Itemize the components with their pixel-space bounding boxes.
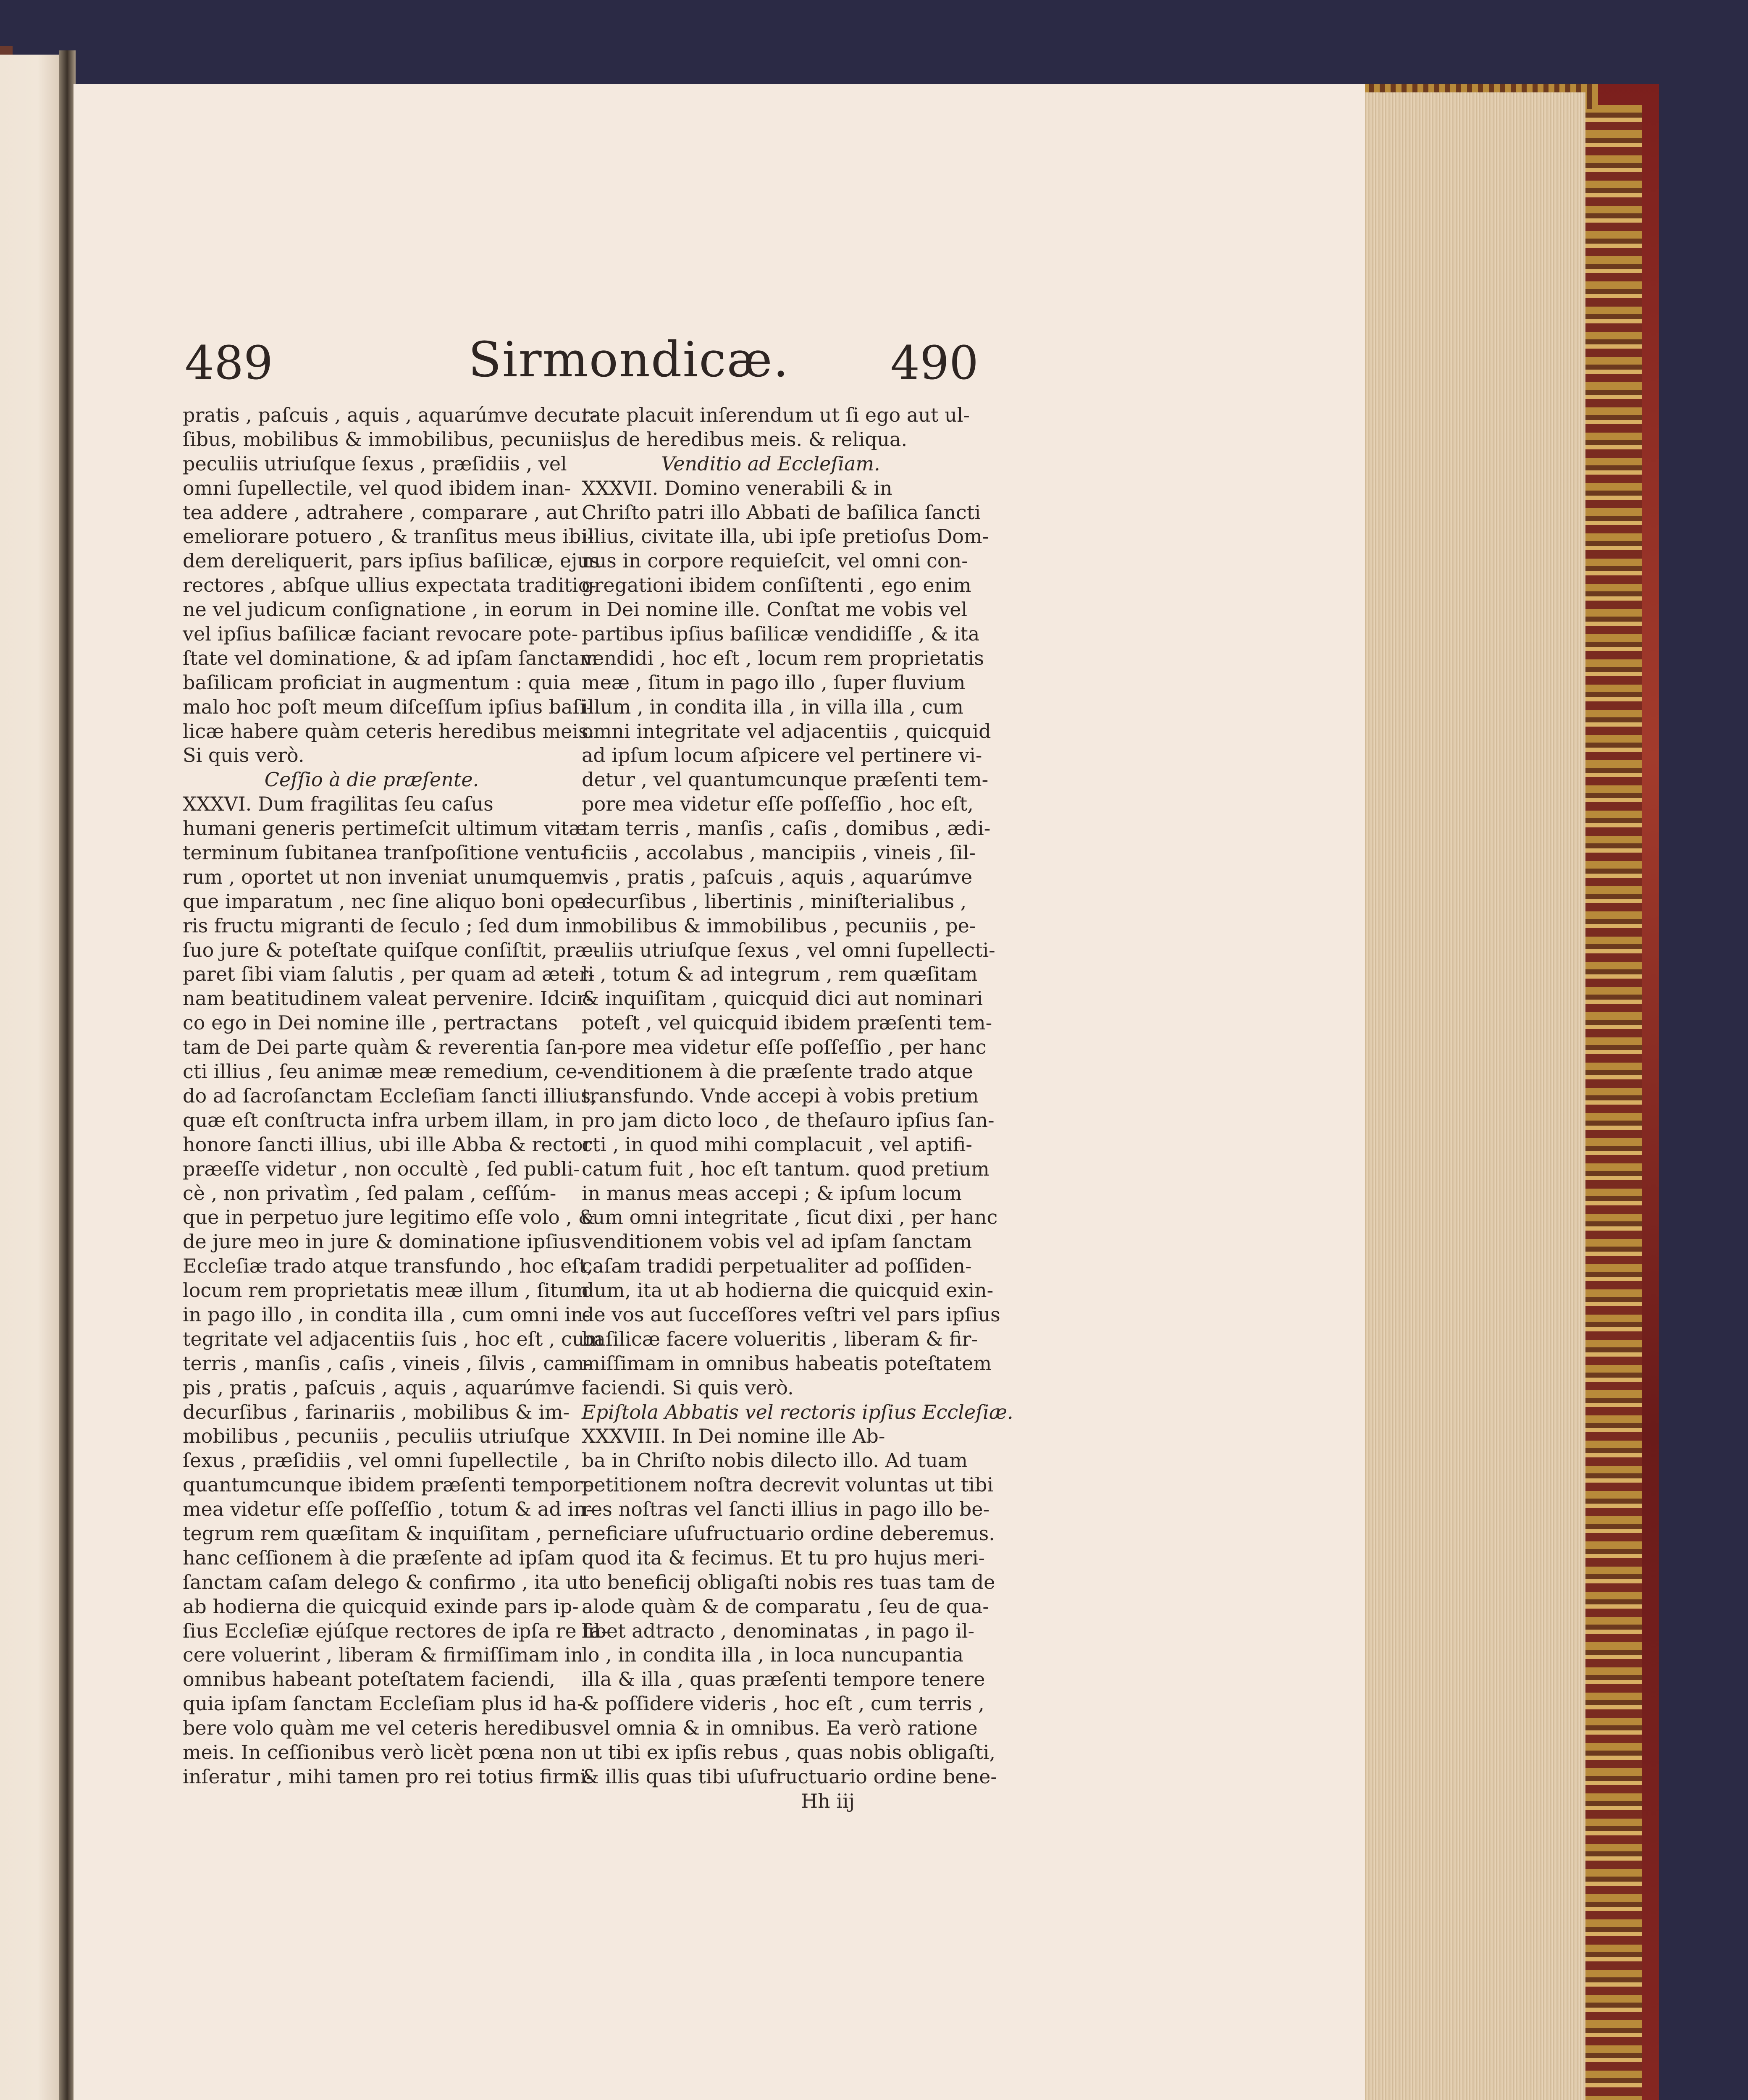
text-line: cè , non privatìm , ſed palam , ceſſúm- <box>183 1181 556 1205</box>
text-line: ſibus, mobilibus & immobilibus, pecuniis, <box>183 428 588 451</box>
text-line: præeſſe videtur , non occultè , ſed publi- <box>183 1157 580 1180</box>
text-line: ſius Eccleſiæ ejúſque rectores de ipſa re fa- <box>183 1619 608 1642</box>
text-line: libet adtracto , denominatas , in pago il- <box>582 1619 975 1642</box>
text-line: de jure meo in jure & dominatione ipſius <box>183 1230 581 1253</box>
text-line: ficiis , accolabus , mancipiis , vineis , ſil- <box>582 841 976 864</box>
text-line: to beneficij obligaſti nobis res tuas tam de <box>582 1570 995 1593</box>
text-line: terminum ſubitanea tranſpoſitione ventu- <box>183 841 587 864</box>
text-line: partibus ipſius baſilicæ vendidiſſe , & ita <box>582 622 980 646</box>
text-line: detur , vel quantumcunque præſenti tem- <box>582 768 989 791</box>
text-line: hanc ceſſionem à die præſente ad ipſam <box>183 1546 575 1569</box>
text-line: omnibus habeant poteſtatem faciendi, <box>183 1668 556 1691</box>
text-line: illius, civitate illa, ubi ipſe pretioſus Dom- <box>582 525 989 548</box>
text-line: honore ſancti illius, ubi ille Abba & rector <box>183 1133 592 1156</box>
text-line: tate placuit inſerendum ut ſi ego aut ul- <box>582 404 970 426</box>
text-line: peculiis utriuſque ſexus , præſidiis , vel <box>183 452 567 475</box>
text-line: lus de heredibus meis. & reliqua. <box>582 428 908 451</box>
text-line: XXXVII. Domino venerabili & in <box>582 476 892 499</box>
text-line: dum, ita ut ab hodierna die quicquid exin- <box>582 1279 994 1302</box>
text-line: caſam tradidi perpetualiter ad poſſiden- <box>582 1255 972 1278</box>
text-line: mobilibus , pecuniis , peculiis utriuſque <box>183 1425 570 1448</box>
text-line: Eccleſiæ trado atque transfundo , hoc eſt, <box>183 1255 593 1278</box>
text-line: omni ſupellectile, vel quod ibidem inan- <box>183 476 571 499</box>
text-line: vel omnia & in omnibus. Ea verò ratione <box>582 1717 978 1740</box>
text-line: quantumcunque ibidem præſenti tempore <box>183 1473 594 1496</box>
text-line: tea addere , adtrahere , comparare , aut <box>183 501 578 524</box>
text-line: faciendi. Si quis verò. <box>582 1376 794 1399</box>
text-line: transfundo. Vnde accepi à vobis pretium <box>582 1084 979 1107</box>
text-line: ris fructu migranti de ſeculo ; ſed dum in <box>183 914 584 937</box>
text-line: tegrum rem quæſitam & inquiſitam , per <box>183 1522 581 1545</box>
text-line: quia ipſam ſanctam Eccleſiam plus id ha- <box>183 1692 584 1715</box>
text-line: tam de Dei parte quàm & reverentia ſan- <box>183 1036 584 1059</box>
text-line: pro jam dicto loco , de theſauro ipſius ſan- <box>582 1108 995 1131</box>
section-heading: Epiſtola Abbatis vel rectoris ipſius Eccleſiæ. <box>582 1400 1013 1423</box>
text-line: pratis , paſcuis , aquis , aquarúmve decur- <box>183 404 597 426</box>
text-line: Si quis verò. <box>183 744 304 767</box>
text-line: rectores , abſque ullius expectata traditio- <box>183 574 596 597</box>
text-line: locum rem proprietatis meæ illum , ſitum <box>183 1279 589 1302</box>
text-line: decurſibus , farinariis , mobilibus & im- <box>183 1400 570 1423</box>
text-line: XXXVI. Dum fragilitas ſeu caſus <box>183 793 493 816</box>
text-line: & illis quas tibi uſufructuario ordine bene- <box>582 1765 997 1788</box>
text-line: emeliorare potuero , & tranſitus meus ibi- <box>183 525 594 548</box>
left-page-margin <box>0 55 63 2100</box>
text-line: bere volo quàm me vel ceteris heredibus <box>183 1717 582 1740</box>
page-number-left: 489 <box>185 336 273 390</box>
right-text-column <box>582 403 1013 1814</box>
text-line: li , totum & ad integrum , rem quæſitam <box>582 963 978 986</box>
left-text-column <box>183 403 608 1789</box>
running-title: Sirmondicæ. <box>468 332 790 388</box>
text-line: pis , pratis , paſcuis , aquis , aquarúmve <box>183 1376 575 1399</box>
signature-mark: Hh iij <box>801 1789 855 1812</box>
text-line: gregationi ibidem conſiſtenti , ego enim <box>582 574 971 597</box>
text-line: omni integritate vel adjacentiis , quicquid <box>582 719 991 743</box>
text-line: lo , in condita illa , in loca nuncupantia <box>582 1643 963 1667</box>
text-line: ne vel judicum conſignatione , in eorum <box>183 598 572 621</box>
text-line: ad ipſum locum aſpicere vel pertinere vi- <box>582 744 982 767</box>
text-line: nus in corpore requieſcit, vel omni con- <box>582 549 968 572</box>
text-line: humani generis pertimeſcit ultimum vitæ <box>183 817 587 840</box>
text-line: quod ita & fecimus. Et tu pro hujus meri- <box>582 1546 985 1569</box>
text-line: venditionem vobis vel ad ipſam ſanctam <box>582 1230 972 1253</box>
text-line: & poſſidere videris , hoc eſt , cum terris , <box>582 1692 984 1715</box>
text-line: decurſibus , libertinis , miniſterialibus , <box>582 890 967 913</box>
text-line: alode quàm & de comparatu , ſeu de qua- <box>582 1595 989 1618</box>
text-line: ſtate vel dominatione, & ad ipſam ſanctam <box>183 646 598 669</box>
text-line: petitionem noſtra decrevit voluntas ut tibi <box>582 1473 994 1496</box>
text-line: vendidi , hoc eſt , locum rem proprietatis <box>582 646 984 669</box>
text-line: miſſimam in omnibus habeatis poteſtatem <box>582 1352 992 1375</box>
text-line: Chriſto patri illo Abbati de baſilica ſancti <box>582 501 981 524</box>
text-line: cum omni integritate , ſicut dixi , per hanc <box>582 1206 998 1229</box>
text-line: licæ habere quàm ceteris heredibus meis. <box>183 719 595 743</box>
book-gutter <box>59 50 76 2100</box>
text-line: ſanctam caſam delego & confirmo , ita ut <box>183 1570 586 1593</box>
text-line: catum fuit , hoc eſt tantum. quod pretium <box>582 1157 989 1180</box>
text-line: ab hodierna die quicquid exinde pars ip- <box>183 1595 579 1618</box>
text-line: illum , in condita illa , in villa illa , cum <box>582 695 963 718</box>
section-heading: Venditio ad Eccleſiam. <box>661 452 880 475</box>
text-line: co ego in Dei nomine ille , pertractans <box>183 1011 558 1034</box>
text-line: rum , oportet ut non inveniat unumquem- <box>183 865 590 888</box>
section-heading: Ceſſio à die præſente. <box>264 768 479 791</box>
text-line: baſilicæ facere volueritis , liberam & fir- <box>582 1327 978 1350</box>
text-line: cti , in quod mihi complacuit , vel aptifi- <box>582 1133 972 1156</box>
text-line: XXXVIII. In Dei nomine ille Ab- <box>582 1425 885 1448</box>
text-line: meæ , ſitum in pago illo , ſuper fluvium <box>582 671 966 694</box>
text-line: neficiare uſufructuario ordine deberemus. <box>582 1522 995 1545</box>
text-line: tegritate vel adjacentiis ſuis , hoc eſt , cum <box>183 1327 603 1350</box>
text-line: de vos aut ſucceſſores veſtri vel pars ipſius <box>582 1303 1000 1326</box>
text-line: & inquiſitam , quicquid dici aut nominari <box>582 987 983 1010</box>
text-line: nam beatitudinem valeat pervenire. Idcir- <box>183 987 593 1010</box>
text-line: meis. In ceſſionibus verò licèt pœna non <box>183 1740 577 1764</box>
text-line: quæ eſt conſtructa infra urbem illam, in <box>183 1108 574 1131</box>
text-line: ſuo jure & poteſtate quiſque conſiſtit, præ- <box>183 938 600 961</box>
text-line: dem dereliquerit, pars ipſius baſilicæ, ejus <box>183 549 600 572</box>
text-line: vel ipſius baſilicæ faciant revocare pote- <box>183 622 578 646</box>
text-line: pore mea videtur eſſe poſſeſſio , per hanc <box>582 1036 987 1059</box>
page-block-edge <box>1357 92 1585 2100</box>
text-line: pore mea videtur eſſe poſſeſſio , hoc eſt, <box>582 793 974 816</box>
text-line: venditionem à die præſente trado atque <box>582 1060 973 1083</box>
text-line: poteſt , vel quicquid ibidem præſenti tem- <box>582 1011 992 1034</box>
text-line: mobilibus & immobilibus , pecuniis , pe- <box>582 914 976 937</box>
text-line: illa & illa , quas præſenti tempore tenere <box>582 1668 985 1691</box>
text-line: mea videtur eſſe poſſeſſio , totum & ad in- <box>183 1498 593 1521</box>
text-line: baſilicam proficiat in augmentum : quia <box>183 671 571 694</box>
text-line: cere voluerint , liberam & firmiſſimam in <box>183 1643 583 1667</box>
text-line: culiis utriuſque ſexus , vel omni ſupellecti- <box>582 938 995 961</box>
text-line: ut tibi ex ipſis rebus , quas nobis obligaſti, <box>582 1740 996 1764</box>
gilt-border <box>1583 105 1642 2100</box>
text-line: paret ſibi viam ſalutis , per quam ad æter- <box>183 963 595 986</box>
text-line: que in perpetuo jure legitimo eſſe volo , & <box>183 1206 596 1229</box>
text-line: cti illius , ſeu animæ meæ remedium, ce- <box>183 1060 584 1083</box>
text-line: tam terris , manſis , caſis , domibus , ædi- <box>582 817 991 840</box>
text-line: que imparatum , nec ſine aliquo boni ope- <box>183 890 593 913</box>
text-line: inſeratur , mihi tamen pro rei totius firmi- <box>183 1765 593 1788</box>
text-line: in manus meas accepi ; & ipſum locum <box>582 1181 962 1205</box>
text-line: do ad ſacroſanctam Eccleſiam ſancti illius, <box>183 1084 597 1107</box>
text-line: ba in Chriſto nobis dilecto illo. Ad tuam <box>582 1449 968 1472</box>
text-line: terris , manſis , caſis , vineis , ſilvis , cam- <box>183 1352 591 1375</box>
text-line: vis , pratis , paſcuis , aquis , aquarúmve <box>582 865 973 888</box>
text-line: in Dei nomine ille. Conſtat me vobis vel <box>582 598 968 621</box>
text-line: res noſtras vel ſancti illius in pago illo be- <box>582 1498 990 1521</box>
text-line: malo hoc poſt meum diſceſſum ipſius baſi- <box>183 695 593 718</box>
text-line: ſexus , præſidiis , vel omni ſupellectile , <box>183 1449 570 1472</box>
text-line: in pago illo , in condita illa , cum omni in- <box>183 1303 590 1326</box>
page-number-right: 490 <box>890 336 979 390</box>
